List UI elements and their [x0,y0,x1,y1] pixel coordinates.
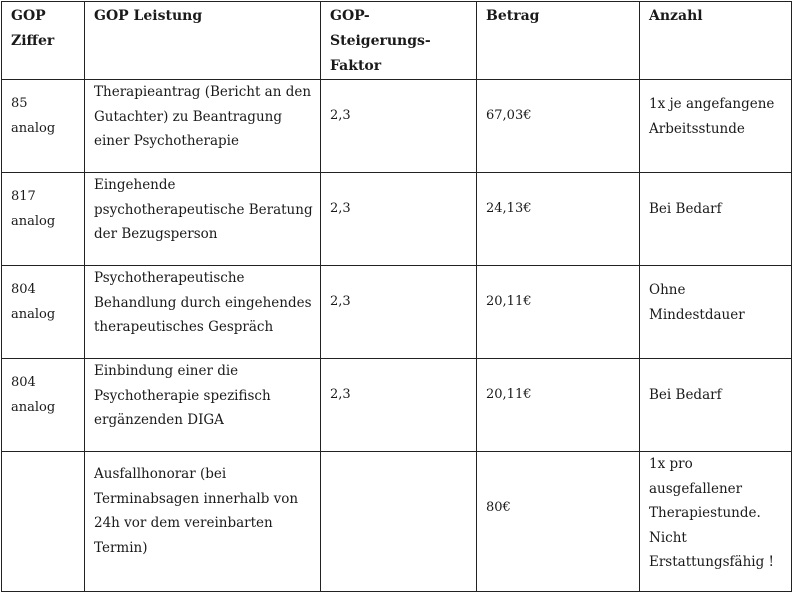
cell-leistung [85,359,321,452]
table-row [2,452,792,592]
faktor-value: 2,3 [330,294,351,309]
ziffer-note: analog [11,306,56,322]
table-row [2,80,792,173]
anzahl-line: Arbeitsstunde [649,120,745,137]
leistung-line: Psychotherapeutische [94,270,245,286]
leistung-line: Psychotherapie spezifisch [94,387,271,404]
leistung-line: Gutachter) zu Beantragung [94,108,282,125]
betrag-value: 80€ [486,500,511,515]
leistung-line: Terminabsagen innerhalb von [94,490,299,507]
cell-faktor [321,359,477,452]
cell-faktor [321,80,477,173]
leistung-line: einer Psychotherapie [94,133,239,149]
cell-betrag [477,173,640,266]
cell-anzahl [640,173,792,266]
betrag-value: 24,13€ [486,201,532,216]
leistung-line: der Bezugsperson [94,226,218,242]
anzahl-line: ausgefallener [649,480,743,497]
betrag-value: 67,03€ [486,108,532,123]
cell-ziffer [2,80,85,173]
cell-betrag [477,266,640,359]
cell-faktor [321,266,477,359]
cell-anzahl [640,80,792,173]
header-steigerungsfaktor [321,2,477,80]
cell-leistung [85,173,321,266]
faktor-value: 2,3 [330,108,351,123]
anzahl-line: 1x je angefangene [649,96,775,112]
leistung-line: Termin) [94,539,148,556]
leistung-line: psychotherapeutische Beratung [94,201,313,218]
anzahl-line: Therapiestunde. [649,505,761,521]
leistung-line: Ausfallhonorar (bei [94,466,227,482]
cell-betrag [477,359,640,452]
header-faktor-line: Faktor [330,58,382,74]
leistung-line: Behandlung durch eingehendes [94,294,312,311]
ziffer-note: analog [11,120,56,136]
header-anzahl [640,2,792,80]
table-row [2,266,792,359]
anzahl-line: Erstattungsfähig ! [649,554,774,570]
gop-fee-table [1,1,792,592]
anzahl-line: Bei Bedarf [649,201,722,217]
header-gop-ziffer [2,2,85,80]
ziffer-number: 85 [11,96,28,111]
leistung-line: 24h vor dem vereinbarten [94,515,273,531]
table-row [2,359,792,452]
cell-ziffer [2,173,85,266]
cell-leistung [85,80,321,173]
faktor-value: 2,3 [330,201,351,216]
table-header-row [2,2,792,80]
betrag-value: 20,11€ [486,294,532,309]
anzahl-line: Ohne [649,282,686,298]
cell-faktor [321,452,477,592]
cell-anzahl [640,359,792,452]
anzahl-line: Nicht [649,529,687,546]
anzahl-line: 1x pro [649,456,693,472]
header-anzahl-text: Anzahl [649,8,703,24]
header-ziffer-line: GOP [11,8,46,24]
cell-betrag [477,80,640,173]
cell-faktor [321,173,477,266]
leistung-line: therapeutisches Gespräch [94,319,274,335]
header-betrag [477,2,640,80]
cell-leistung [85,452,321,592]
leistung-line: Eingehende [94,177,176,193]
anzahl-line: Bei Bedarf [649,387,722,403]
ziffer-note: analog [11,399,56,415]
leistung-line: Therapieantrag (Bericht an den [94,84,312,100]
faktor-value: 2,3 [330,387,351,402]
cell-anzahl [640,266,792,359]
header-ziffer-line: Ziffer [11,33,55,49]
header-betrag-text: Betrag [486,8,540,24]
leistung-line: Einbindung einer die [94,363,239,379]
table-row [2,173,792,266]
header-gop-leistung [85,2,321,80]
leistung-line: ergänzenden DIGA [94,412,224,428]
cell-ziffer [2,359,85,452]
cell-anzahl [640,452,792,592]
cell-ziffer [2,266,85,359]
betrag-value: 20,11€ [486,387,532,402]
cell-leistung [85,266,321,359]
header-leistung-text: GOP Leistung [94,8,203,24]
header-faktor-line: GOP-Steigerungs- [330,8,431,49]
cell-betrag [477,452,640,592]
ziffer-note: analog [11,213,56,229]
anzahl-line: Mindestdauer [649,306,745,323]
ziffer-number: 804 [11,375,36,390]
ziffer-number: 817 [11,189,36,204]
cell-ziffer [2,452,85,592]
ziffer-number: 804 [11,282,36,297]
